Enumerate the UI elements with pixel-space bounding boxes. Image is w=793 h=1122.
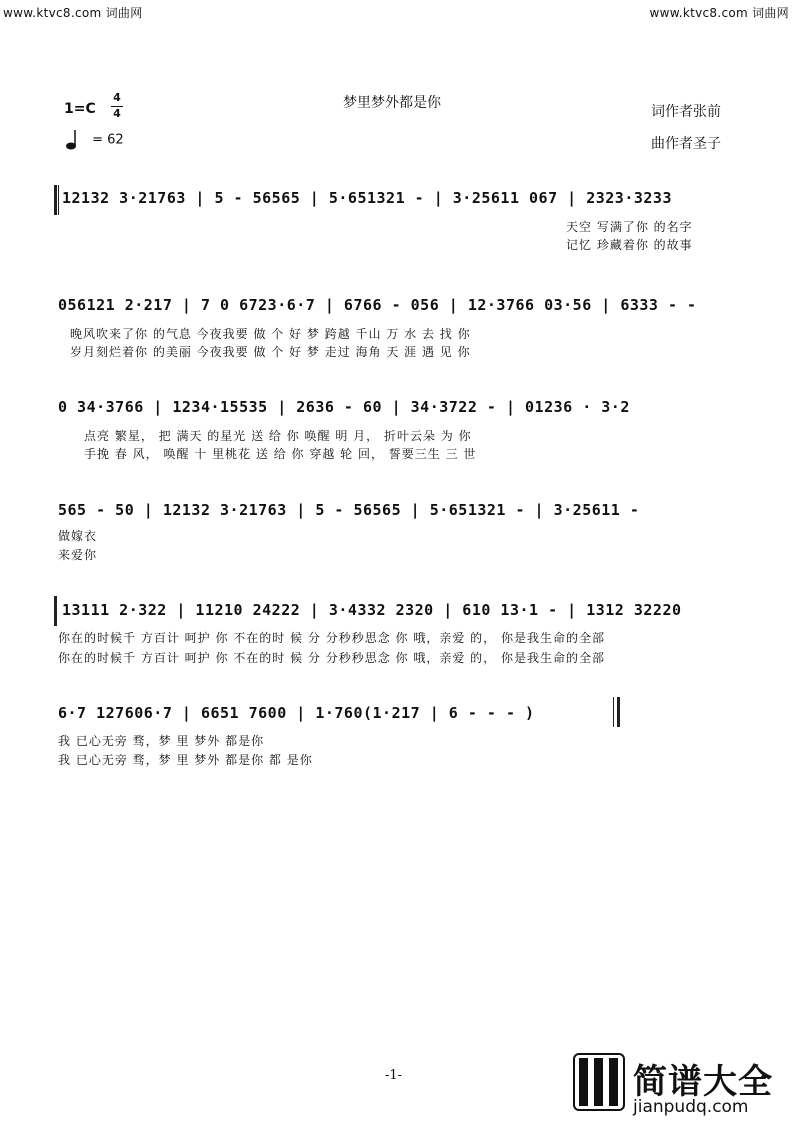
lyric-line: 手挽 春 风， 唤醒 十 里桃花 送 给 你 穿越 轮 回， 誓要三生 三 世: [84, 447, 477, 461]
notation-line: 12132 3·21763 | 5 - 56565 | 5·651321 - | 3·25611 067 | 2323·3233: [62, 189, 672, 207]
notation-line: 13111 2·322 | 11210 24222 | 3·4332 2320 | 610 13·1 - | 1312 32220: [62, 601, 682, 619]
lyric-line: 点亮 繁星， 把 满天 的星光 送 给 你 唤醒 明 月， 折叶云朵 为 你: [84, 429, 472, 443]
time-signature-top: 4: [113, 91, 121, 104]
lyric-line: 你在的时候千 方百计 呵护 你 不在的时 候 分 分秒秒思念 你 哦，亲爱 的， 你是我生命的全部: [58, 651, 605, 665]
site-watermark-right[interactable]: www.ktvc8.com 词曲网: [649, 6, 789, 20]
notation-line: 565 - 50 | 12132 3·21763 | 5 - 56565 | 5·651321 - | 3·25611 -: [58, 501, 640, 519]
logo-text: 简谱大全: [633, 1062, 773, 1102]
logo-url: jianpudq.com: [633, 1097, 749, 1117]
site-watermark-left[interactable]: www.ktvc8.com 词曲网: [3, 6, 143, 20]
quarter-note-icon: [65, 128, 87, 152]
piano-keys-icon: [573, 1053, 625, 1111]
lyric-line: 你在的时候千 方百计 呵护 你 不在的时 候 分 分秒秒思念 你 哦，亲爱 的， 你是我生命的全部: [58, 631, 605, 645]
composer: 曲作者圣子: [651, 136, 721, 152]
lyric-line: 我 已心无旁 骛，梦 里 梦外 都是你: [58, 734, 265, 748]
final-barline-thick: [617, 697, 620, 727]
notation-line: 6·7 127606·7 | 6651 7600 | 1·760(1·217 | 6 - - - ): [58, 704, 535, 722]
lyric-line: 岁月刻烂着你 的美丽 今夜我要 做 个 好 梦 走过 海角 天 涯 遇 见 你: [70, 345, 471, 359]
page-number: -1-: [385, 1068, 403, 1083]
repeat-start-barline: [54, 185, 57, 215]
lyric-line: 做嫁衣: [58, 529, 98, 543]
notation-line: 056121 2·217 | 7 0 6723·6·7 | 6766 - 056 | 12·3766 03·56 | 6333 - -: [58, 296, 697, 314]
lyric-line: 晚风吹来了你 的气息 今夜我要 做 个 好 梦 跨越 千山 万 水 去 找 你: [70, 327, 471, 341]
tempo-value: = 62: [92, 132, 124, 148]
lyric-line: 来爱你: [58, 548, 98, 562]
notation-line: 0 34·3766 | 1234·15535 | 2636 - 60 | 34·3722 - | 01236 · 3·2: [58, 398, 630, 416]
lyricist: 词作者张前: [651, 104, 721, 120]
time-signature-bottom: 4: [113, 107, 121, 120]
song-title: 梦里梦外都是你: [343, 95, 441, 111]
lyric-line: 天空 写满了你 的名字: [566, 220, 693, 234]
key-signature: 1=C: [64, 101, 96, 117]
barline: [58, 185, 59, 215]
tempo-marking: [65, 128, 124, 152]
repeat-start-barline: [54, 596, 57, 626]
lyric-line: 我 已心无旁 骛，梦 里 梦外 都是你 都 是你: [58, 753, 313, 767]
lyric-line: 记忆 珍藏着你 的故事: [566, 238, 693, 252]
final-barline: [613, 697, 614, 727]
